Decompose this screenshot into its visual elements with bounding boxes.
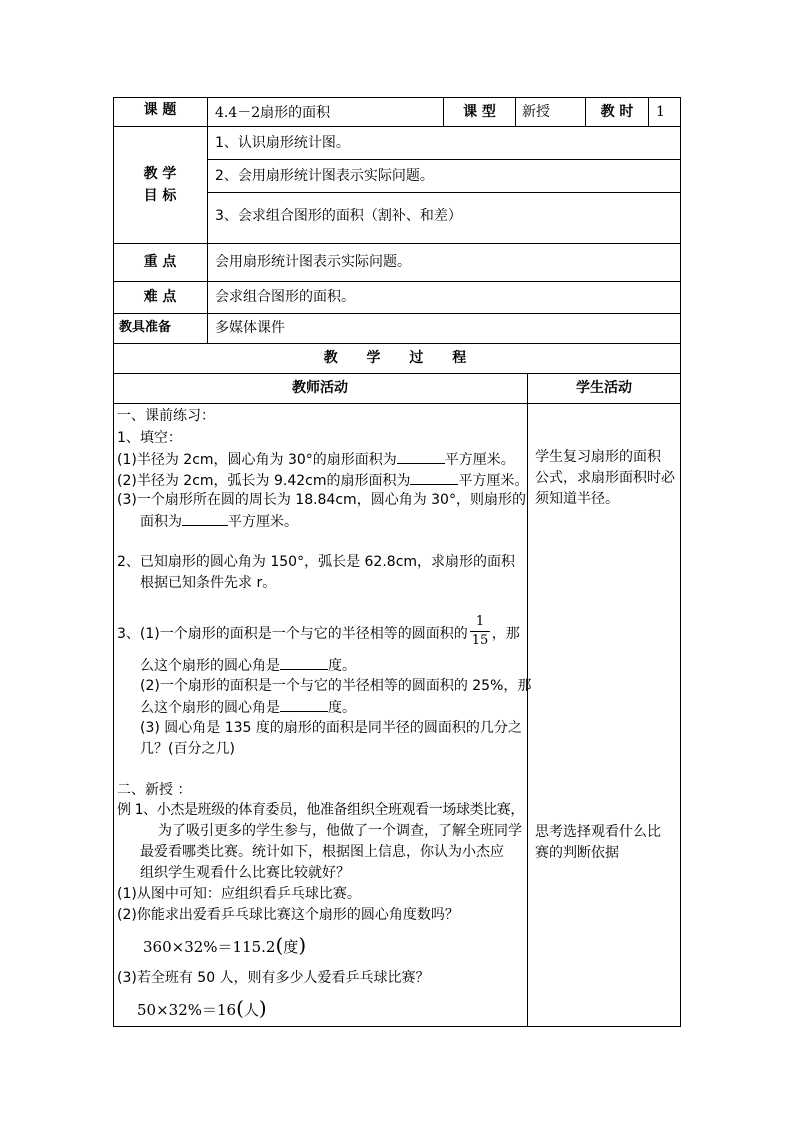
key-point-value: 会用扇形统计图表示实际问题。 bbox=[215, 254, 411, 270]
answer-blank bbox=[280, 655, 328, 670]
q1-item2-unit: 平方厘米。 bbox=[458, 473, 529, 489]
student-note1-line2: 公式，求扇形面积时必 bbox=[535, 470, 675, 486]
answer-blank bbox=[182, 511, 228, 526]
student-note2-line1: 思考选择观看什么比 bbox=[535, 824, 661, 840]
q1-item3-unit: 平方厘米。 bbox=[228, 514, 298, 530]
q1-item1 bbox=[117, 449, 515, 470]
objective-item: 3、会求组合图形的面积（割补、和差） bbox=[215, 208, 462, 224]
table-rule bbox=[648, 97, 649, 127]
q3-item2-unit: 度。 bbox=[328, 700, 356, 716]
objectives-label-line2: 目 标 bbox=[143, 188, 177, 204]
q3-item3-line2: 几？(百分之几) bbox=[140, 741, 235, 757]
table-border bbox=[113, 1026, 681, 1027]
table-border bbox=[680, 97, 681, 1027]
difficulty-value: 会求组合图形的面积。 bbox=[215, 289, 355, 305]
objectives-label-line1: 教 学 bbox=[143, 166, 177, 182]
table-rule bbox=[207, 97, 208, 343]
topic-label: 课 题 bbox=[143, 102, 177, 118]
fraction-bar bbox=[470, 631, 490, 632]
materials-label: 教具准备 bbox=[119, 320, 172, 335]
formula-count: 50×32%＝16(人) bbox=[137, 996, 267, 1020]
section-new-lesson: 二、新授 ： bbox=[117, 782, 192, 798]
q1-item3-line1: (3)一个扇形所在圆的周长为 18.84cm，圆心角为 30°，则扇形的 bbox=[117, 492, 526, 508]
answer-blank bbox=[410, 470, 458, 485]
table-rule bbox=[113, 343, 681, 344]
table-border bbox=[113, 97, 681, 98]
process-title: 教 学 过 程 bbox=[323, 350, 471, 366]
student-note2-line2: 赛的判断依据 bbox=[535, 845, 619, 861]
q3-item1-line2 bbox=[140, 655, 356, 676]
example1-line4: 组织学生观看什么比赛比较就好？ bbox=[140, 865, 350, 881]
materials-value: 多媒体课件 bbox=[215, 320, 285, 336]
fraction-denominator: 15 bbox=[471, 633, 489, 648]
objective-item: 2、会用扇形统计图表示实际问题。 bbox=[215, 168, 434, 184]
table-rule bbox=[207, 159, 681, 160]
q3-item1-line1 bbox=[117, 624, 520, 644]
fraction-one-fifteenth bbox=[470, 614, 490, 649]
answer-blank bbox=[280, 697, 328, 712]
table-rule bbox=[113, 243, 681, 244]
q3-item1-text: 3、(1)一个扇形的面积是一个与它的半径相等的圆面积的 bbox=[117, 626, 468, 642]
q1-item3-line2 bbox=[140, 511, 298, 532]
student-note1-line1: 学生复习扇形的面积 bbox=[535, 449, 661, 465]
formula-count-unit: 人 bbox=[243, 1001, 259, 1019]
fraction-numerator: 1 bbox=[475, 614, 485, 629]
answer-blank bbox=[397, 449, 445, 464]
q3-item1-text2: 么这个扇形的圆心角是 bbox=[140, 658, 280, 674]
type-value: 新授 bbox=[522, 104, 550, 120]
key-point-label: 重 点 bbox=[143, 254, 177, 270]
example1-line1: 例 1、小杰是班级的体育委员，他准备组织全班观看一场球类比赛， bbox=[117, 802, 524, 818]
q3-item3-line1: (3) 圆心角是 135 度的扇形的面积是同半径的圆面积的几分之 bbox=[140, 720, 522, 736]
formula-angle-unit: 度 bbox=[283, 938, 299, 956]
q3-item2-line2 bbox=[140, 697, 356, 718]
q3-item1-tail: ，那 bbox=[491, 626, 520, 642]
section-pre-class: 一、课前练习： bbox=[117, 408, 215, 424]
step1: (1)从图中可知：应组织看乒乓球比赛。 bbox=[117, 886, 361, 902]
example1-line3: 最爱看哪类比赛。统计如下，根据图上信息，你认为小杰应 bbox=[140, 844, 504, 860]
difficulty-label: 难 点 bbox=[143, 289, 177, 305]
q2-line2: 根据已知条件先求 r。 bbox=[140, 575, 277, 591]
formula-angle-expr: 360×32%＝115.2 bbox=[143, 938, 276, 956]
table-rule bbox=[113, 313, 681, 314]
type-label: 课 型 bbox=[463, 104, 496, 120]
step3: (3)若全班有 50 人，则有多少人爱看乒乓球比赛？ bbox=[117, 970, 430, 986]
teacher-activity-header: 教师活动 bbox=[292, 380, 348, 396]
student-note1-line3: 须知道半径。 bbox=[535, 491, 619, 507]
table-rule bbox=[207, 192, 681, 193]
q2-line1: 2、已知扇形的圆心角为 150°，弧长是 62.8cm，求扇形的面积 bbox=[117, 554, 516, 570]
q1-item2 bbox=[117, 470, 528, 491]
objective-item: 1、认识扇形统计图。 bbox=[215, 135, 350, 151]
q3-item2-text: 么这个扇形的圆心角是 bbox=[140, 700, 280, 716]
step2: (2)你能求出爱看乒乓球比赛这个扇形的圆心角度数吗？ bbox=[117, 907, 459, 923]
formula-count-expr: 50×32%＝16 bbox=[137, 1001, 237, 1019]
student-activity-header: 学生活动 bbox=[576, 380, 632, 396]
q3-item2-line1: (2)一个扇形的面积是一个与它的半径相等的圆面积的 25%，那 bbox=[140, 678, 532, 694]
table-border bbox=[113, 97, 114, 1027]
hours-value: 1 bbox=[656, 104, 665, 120]
table-rule bbox=[515, 97, 516, 127]
q3-item1-unit: 度。 bbox=[328, 658, 356, 674]
q1-item2-text: (2)半径为 2cm，弧长为 9.42cm的扇形面积为 bbox=[117, 473, 411, 489]
q1-title: 1、填空： bbox=[117, 430, 182, 446]
hours-label: 教 时 bbox=[600, 104, 634, 120]
q1-item1-text: (1)半径为 2cm，圆心角为 30°的扇形面积为 bbox=[117, 452, 397, 468]
table-rule bbox=[113, 403, 681, 404]
table-rule bbox=[113, 281, 681, 282]
topic-value: 4.4－2扇形的面积 bbox=[215, 105, 331, 121]
example1-line2: 为了吸引更多的学生参与，他做了一个调查，了解全班同学 bbox=[158, 823, 522, 839]
table-rule bbox=[113, 126, 681, 127]
q1-item1-unit: 平方厘米。 bbox=[444, 452, 515, 468]
q1-item3-text: 面积为 bbox=[140, 514, 182, 530]
formula-angle: 360×32%＝115.2(度) bbox=[143, 933, 307, 957]
table-rule bbox=[113, 373, 681, 374]
